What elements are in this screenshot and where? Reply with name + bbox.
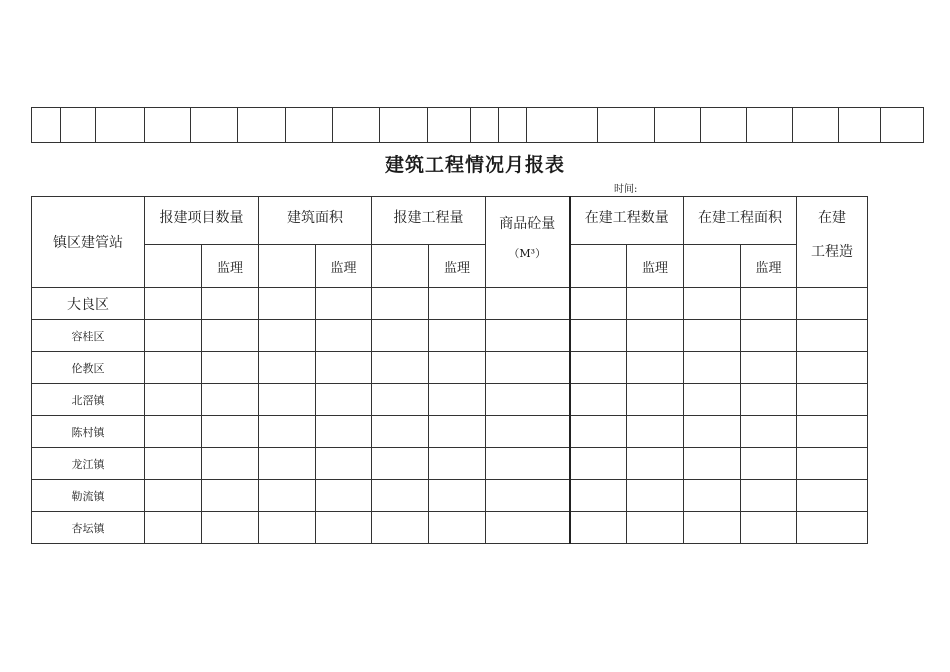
header-supervision: 监理 [316, 245, 372, 288]
data-cell [797, 512, 868, 544]
data-cell [684, 320, 741, 352]
row-station-name: 北滘镇 [32, 384, 145, 416]
header-supervision: 监理 [627, 245, 684, 288]
strip-cell [428, 108, 471, 143]
data-cell [145, 480, 202, 512]
data-cell [627, 416, 684, 448]
data-cell [741, 512, 797, 544]
strip-cell [380, 108, 428, 143]
top-empty-strip [31, 107, 924, 143]
data-cell [797, 288, 868, 320]
data-cell [684, 480, 741, 512]
table-body [32, 288, 868, 544]
data-cell [145, 416, 202, 448]
data-cell [429, 288, 486, 320]
data-cell [570, 384, 627, 416]
row-station-name: 勒流镇 [32, 480, 145, 512]
data-cell [429, 384, 486, 416]
header-blank [684, 245, 741, 288]
data-cell [259, 288, 316, 320]
data-cell [797, 480, 868, 512]
data-cell [486, 352, 570, 384]
data-cell [145, 448, 202, 480]
data-cell [797, 416, 868, 448]
strip-cell [701, 108, 747, 143]
data-cell [627, 352, 684, 384]
table-row [32, 448, 868, 480]
data-cell [145, 384, 202, 416]
data-cell [316, 320, 372, 352]
data-cell [372, 352, 429, 384]
data-cell [259, 512, 316, 544]
data-cell [684, 416, 741, 448]
header-in-progress-cost-line1: 在建 [818, 210, 846, 226]
page-title: 建筑工程情况月报表 [384, 154, 565, 176]
row-station-name: 陈村镇 [32, 416, 145, 448]
data-cell [627, 384, 684, 416]
data-cell [627, 448, 684, 480]
header-concrete-unit: （M³） [508, 247, 547, 260]
strip-cell [333, 108, 380, 143]
data-cell [316, 416, 372, 448]
data-cell [570, 416, 627, 448]
data-cell [684, 448, 741, 480]
data-cell [202, 480, 259, 512]
table-row [32, 288, 868, 320]
strip-cell [793, 108, 839, 143]
strip-cell [286, 108, 333, 143]
strip-cell [655, 108, 701, 143]
data-cell [684, 512, 741, 544]
data-cell [741, 480, 797, 512]
data-cell [259, 448, 316, 480]
data-cell [316, 352, 372, 384]
strip-cell [471, 108, 499, 143]
data-cell [372, 448, 429, 480]
row-station-name: 大良区 [32, 288, 145, 320]
strip-cell [238, 108, 286, 143]
data-cell [372, 480, 429, 512]
table-row [32, 416, 868, 448]
data-cell [486, 448, 570, 480]
data-cell [202, 512, 259, 544]
data-cell [570, 320, 627, 352]
data-cell [259, 384, 316, 416]
header-in-progress-cost [797, 197, 868, 288]
header-blank [372, 245, 429, 288]
data-cell [797, 384, 868, 416]
data-cell [372, 384, 429, 416]
data-cell [145, 512, 202, 544]
data-cell [741, 416, 797, 448]
header-concrete-label: 商品砼量 [499, 216, 556, 232]
data-cell [627, 480, 684, 512]
data-cell [741, 384, 797, 416]
data-cell [429, 480, 486, 512]
row-station-name: 龙江镇 [32, 448, 145, 480]
data-cell [429, 416, 486, 448]
header-supervision: 监理 [429, 245, 486, 288]
data-cell [486, 512, 570, 544]
data-cell [684, 384, 741, 416]
data-cell [570, 480, 627, 512]
data-cell [570, 352, 627, 384]
data-cell [372, 320, 429, 352]
data-cell [429, 320, 486, 352]
data-cell [316, 288, 372, 320]
header-station: 镇区建管站 [32, 197, 145, 288]
data-cell [202, 288, 259, 320]
data-cell [259, 352, 316, 384]
strip-cell [839, 108, 881, 143]
row-station-name: 伦教区 [32, 352, 145, 384]
table-row [32, 480, 868, 512]
data-cell [372, 416, 429, 448]
header-concrete [486, 197, 570, 288]
data-cell [627, 288, 684, 320]
strip-cell [747, 108, 793, 143]
data-cell [486, 416, 570, 448]
data-cell [741, 288, 797, 320]
table-row [32, 512, 868, 544]
data-cell [429, 512, 486, 544]
report-table [31, 196, 868, 544]
data-cell [259, 320, 316, 352]
data-cell [145, 320, 202, 352]
data-cell [684, 288, 741, 320]
data-cell [684, 352, 741, 384]
data-cell [316, 448, 372, 480]
data-cell [316, 512, 372, 544]
data-cell [145, 288, 202, 320]
header-report-work: 报建工程量 [372, 197, 486, 245]
data-cell [797, 352, 868, 384]
data-cell [429, 448, 486, 480]
table-row [32, 320, 868, 352]
strip-cell [61, 108, 96, 143]
data-cell [316, 384, 372, 416]
header-in-progress-cost-line2: 工程造 [811, 244, 853, 260]
data-cell [570, 512, 627, 544]
header-supervision: 监理 [202, 245, 259, 288]
data-cell [741, 320, 797, 352]
header-blank [145, 245, 202, 288]
header-blank [570, 245, 627, 288]
data-cell [570, 288, 627, 320]
strip-cell [191, 108, 238, 143]
data-cell [797, 320, 868, 352]
data-cell [741, 352, 797, 384]
data-cell [486, 288, 570, 320]
header-in-progress-count: 在建工程数量 [570, 197, 684, 245]
data-cell [202, 448, 259, 480]
strip-cell [96, 108, 145, 143]
data-cell [372, 288, 429, 320]
data-cell [259, 416, 316, 448]
data-cell [627, 512, 684, 544]
strip-cell [527, 108, 598, 143]
data-cell [145, 352, 202, 384]
data-cell [486, 480, 570, 512]
data-cell [627, 320, 684, 352]
strip-cell [881, 108, 924, 143]
data-cell [202, 320, 259, 352]
data-cell [486, 384, 570, 416]
table-row [32, 352, 868, 384]
data-cell [741, 448, 797, 480]
data-cell [202, 352, 259, 384]
strip-cell [598, 108, 655, 143]
time-label: 时间: [614, 184, 638, 195]
strip-cell [499, 108, 527, 143]
data-cell [372, 512, 429, 544]
header-report-count: 报建项目数量 [145, 197, 259, 245]
data-cell [797, 448, 868, 480]
header-blank [259, 245, 316, 288]
data-cell [259, 480, 316, 512]
strip-cell [32, 108, 61, 143]
header-supervision: 监理 [741, 245, 797, 288]
data-cell [316, 480, 372, 512]
table-row [32, 384, 868, 416]
row-station-name: 杏坛镇 [32, 512, 145, 544]
data-cell [486, 320, 570, 352]
strip-cell [145, 108, 191, 143]
data-cell [429, 352, 486, 384]
header-build-area: 建筑面积 [259, 197, 372, 245]
header-in-progress-area: 在建工程面积 [684, 197, 797, 245]
data-cell [202, 384, 259, 416]
row-station-name: 容桂区 [32, 320, 145, 352]
data-cell [202, 416, 259, 448]
data-cell [570, 448, 627, 480]
